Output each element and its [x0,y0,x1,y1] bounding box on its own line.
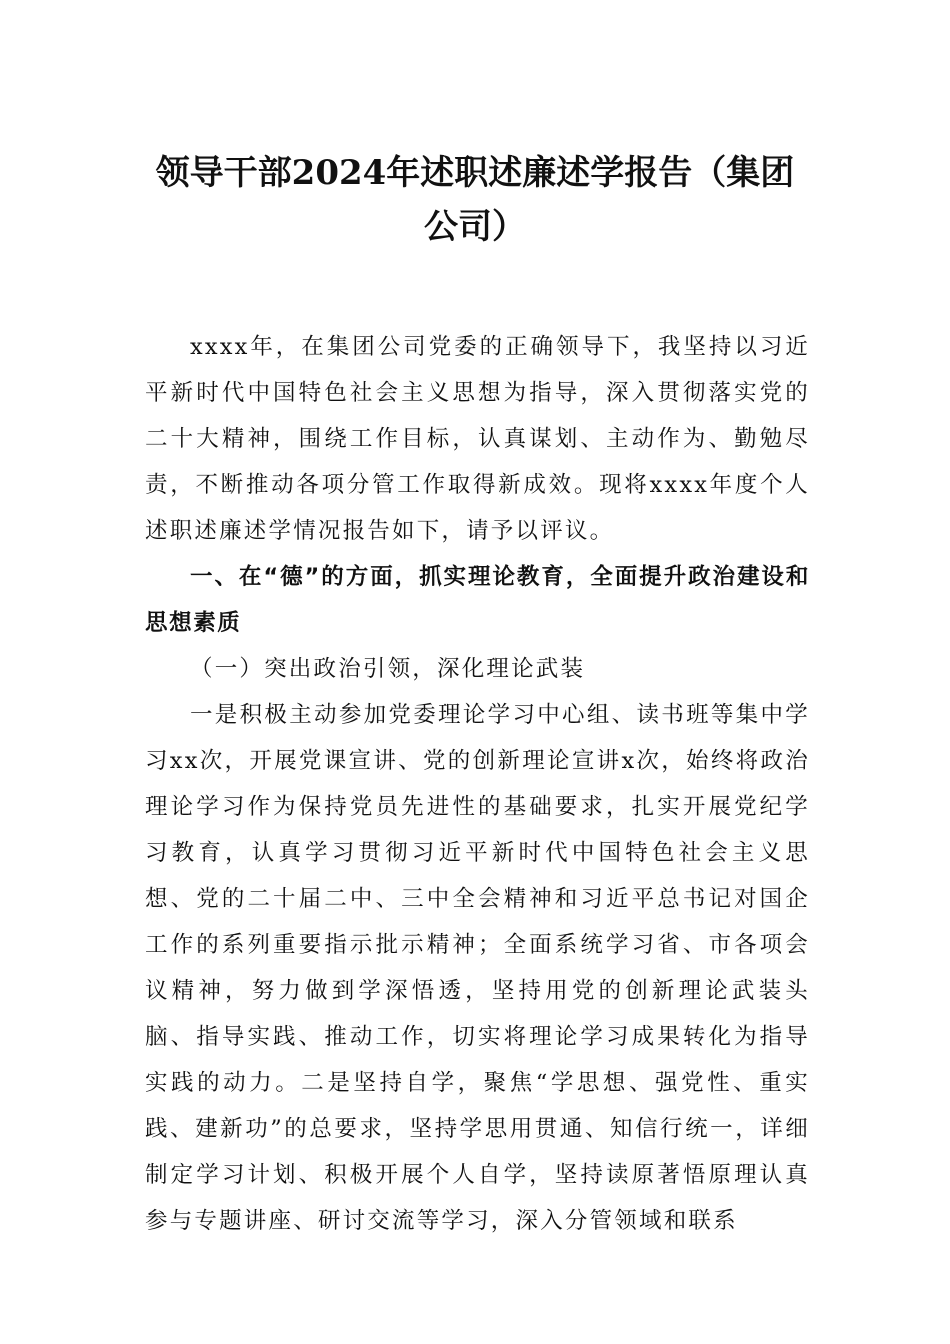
document-body [145,324,810,1244]
body-paragraph: 一是积极主动参加党委理论学习中心组、读书班等集中学习xx次，开展党课宣讲、党的创新理论宣讲x次，始终将政治理论学习作为保持党员先进性的基础要求，扎实开展党纪学习教育，认真学习贯彻习近平新时代中国特色社会主义思想、党的二十届二中、三中全会精神和习近平总书记对国企工作的系列重要指示批示精神；全面系统学习省、市各项会议精神，努力做到学深悟透，坚持用党的创新理论武装头脑、指导实践、推动工作，切实将理论学习成果转化为指导实践的动力。二是坚持自学，聚焦“学思想、强党性、重实践、建新功”的总要求，坚持学思用贯通、知信行统一，详细制定学习计划、积极开展个人自学，坚持读原著悟原理认真参与专题讲座、研讨交流等学习，深入分管领域和联系 [145,702,810,1234]
intro-paragraph: xxxx年，在集团公司党委的正确领导下，我坚持以习近平新时代中国特色社会主义思想为指导，深入贯彻落实党的二十大精神，围绕工作目标，认真谋划、主动作为、勤勉尽责，不断推动各项分管工作取得新成效。现将xxxx年度个人述职述廉述学情况报告如下，请予以评议。 [145,334,810,544]
document-title: 领导干部2024年述职述廉述学报告（集团公司） [155,153,795,247]
subsection-heading: （一）突出政治引领，深化理论武装 [190,656,586,682]
section-heading: 一、在“德”的方面，抓实理论教育，全面提升政治建设和思想素质 [145,564,810,636]
